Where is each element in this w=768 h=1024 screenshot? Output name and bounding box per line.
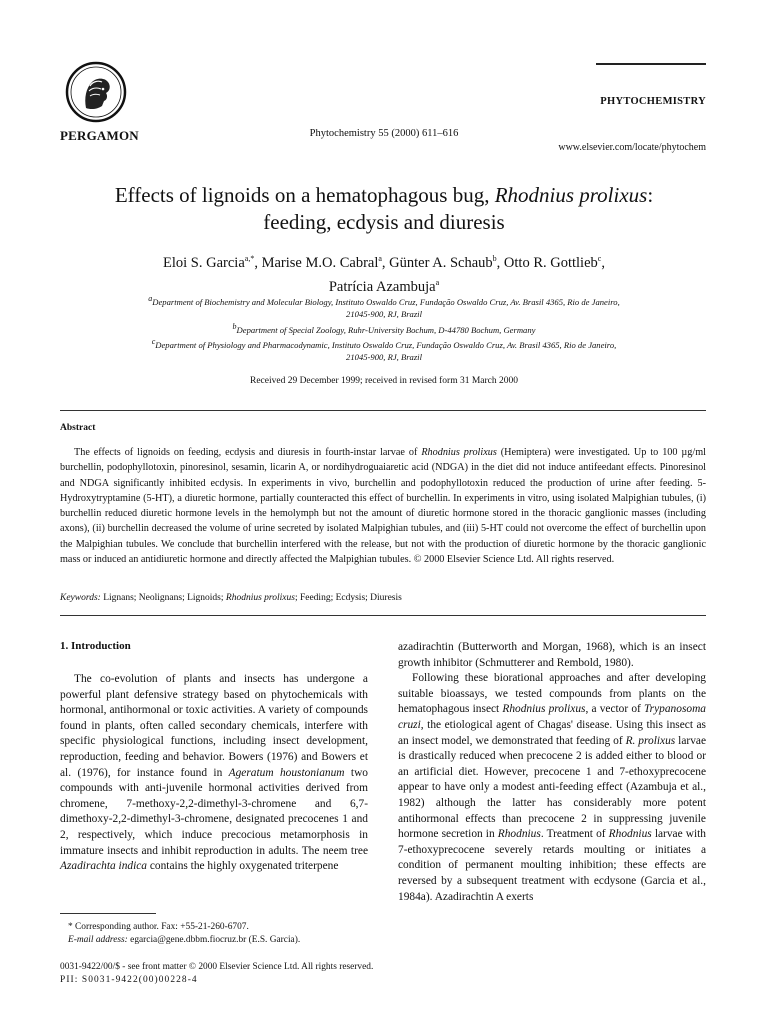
footnote-rule	[60, 913, 156, 914]
journal-url[interactable]: www.elsevier.com/locate/phytochem	[558, 142, 706, 153]
journal-citation: Phytochemistry 55 (2000) 611–616	[309, 128, 459, 139]
keywords: Keywords: Lignans; Neolignans; Lignoids; Rhodnius prolixus; Feeding; Ecdysis; Diuresis	[60, 593, 402, 603]
paper-title: Effects of lignoids on a hematophagous bug, Rhodnius prolixus: feeding, ecdysis and diuresis	[114, 183, 654, 234]
intro-left-column: The co-evolution of plants and insects has undergone a powerful plant defensive strategy based on phytochemicals with hormonal, antihormonal or toxic activities. A variety of compounds found in plants, often called secondary chemicals, interfere with specific physiological functions, including insect development, reproduction, feeding and behavior. Bowers (1976) and Bowers et al. (1976), for instance found in Ageratum houstonianum two compounds with anti-juvenile hormonal activities derived from chromene, 7-methoxy-2,2-dimethyl-3-chromene and 6,7-dimethoxy-2,2-dimethyl-3-chromene, designated precocenes 1 and 2, respectively, which induce precocious metamorphosis in immature insects and inhibit reproduction in adults. The neem tree Azadirachta indica contains the highly oxygenated triterpene	[60, 673, 369, 873]
author-list: Eloi S. Garcia$^{a,*}$, Marise M.O. Cabral$^a$, Günter A. Schaub$^b$, Otto R. Gottlieb$^c$, Patrícia Azambuja$^a$	[163, 254, 605, 295]
divider-bottom	[60, 615, 706, 616]
abstract-text: The effects of lignoids on feeding, ecdysis and diuresis in fourth-instar larvae of Rhodnius prolixus (Hemiptera) were investigated. Up to 100 µg/ml burchellin, podophyllotoxin, pinoresinol, sesamin, licarin A, or nordihydroguaiaretic acid (NDGA) in the diet did not induce antifeedant effects. Pinoresinol and NDGA significantly inhibited ecdysis. In experiments in vivo, burchellin and podophyllotoxin reduced the production of urine after feeding. 5-Hydroxytryptamine (5-HT), a diuretic hormone, partially counteracted this effect of burchellin. In experiments in vitro, using isolated Malpighian tubules, (i) burchellin reduced diuretic hormone levels in the hemolymph but not the amount of diuretic hormone stored in the thoracic ganglionic masses (including axons), (ii) burchellin decreased the volume of urine secreted by isolated Malpighian tubules, and (iii) 5-HT could not overcome the effect of burchellin upon the Malpighian tubules. We conclude that burchellin interfered with the release, but not with the production of diuretic hormone by the thoracic ganglionic mass or induced an antidiuretic hormone and directly affected the Malpighian tubules. © 2000 Elsevier Science Ltd. All rights reserved.	[60, 447, 706, 566]
abstract-heading: Abstract	[60, 423, 96, 433]
received-dates: Received 29 December 1999; received in revised form 31 March 2000	[249, 376, 518, 386]
intro-right-column: azadirachtin (Butterworth and Morgan, 1968), which is an insect growth inhibitor (Schmutterer and Rembold, 1980). Following these biorational approaches and after developing suitable bioassays, we tested compounds from plants on the hematophagous insect Rhodnius prolixus, a vector of Trypanosoma cruzi, the etiological agent of Chagas' disease. Using this insect as an insect model, we demonstrated that feeding of R. prolixus larvae is drastically reduced when precocene 2 is added either to blood or an artificial diet. However, precocene 1 and 7-ethoxyprecocene appear to have only a modest anti-feeding effect (Azambuja et al., 1982) although the latter has considerably more potent antihormonal effects than precocene 2 in suppressing juvenile hormone secretion in Rhodnius. Treatment of Rhodnius larvae with 7-ethoxyprecocene severely retards moulting or initiates a condition of permanent moulting inhibition; these effects are reversed by a subsequent treatment with ecdysone (Garcia et al., 1984a). Azadirachtin A exerts	[398, 641, 706, 903]
header-rule	[596, 63, 706, 65]
publisher-name: PERGAMON	[60, 128, 139, 143]
affiliations: $^a$Department of Biochemistry and Molecular Biology, Instituto Oswaldo Cruz, Fundação Oswaldo Cruz, Av. Brasil 4365, Rio de Janeiro, 21045-900, RJ, Brazil $^b$Department of Special Zoology, Ruhr-University Bochum, D-44780 Bochum, Germany $^c$Department of Physiology and Pharmacodynamic, Instituto Oswaldo Cruz, Fundação Oswaldo Cruz, Av. Brasil 4365, Rio de Janeiro, 21045-900, RJ, Brazil	[148, 294, 620, 363]
journal-name: PHYTOCHEMISTRY	[600, 96, 706, 107]
footnote: * Corresponding author. Fax: +55-21-260-6707. E-mail address: egarcia@gene.dbbm.fiocruz.br (E.S. Garcia).	[68, 922, 301, 945]
copyright-footer: 0031-9422/00/$ - see front matter © 2000 Elsevier Science Ltd. All rights reserved. PII: S0031-9422(00)00228-4	[60, 962, 374, 986]
section-heading-introduction: 1. Introduction	[60, 640, 131, 652]
divider-top	[60, 410, 706, 411]
elsevier-tree-logo-icon	[64, 60, 128, 124]
